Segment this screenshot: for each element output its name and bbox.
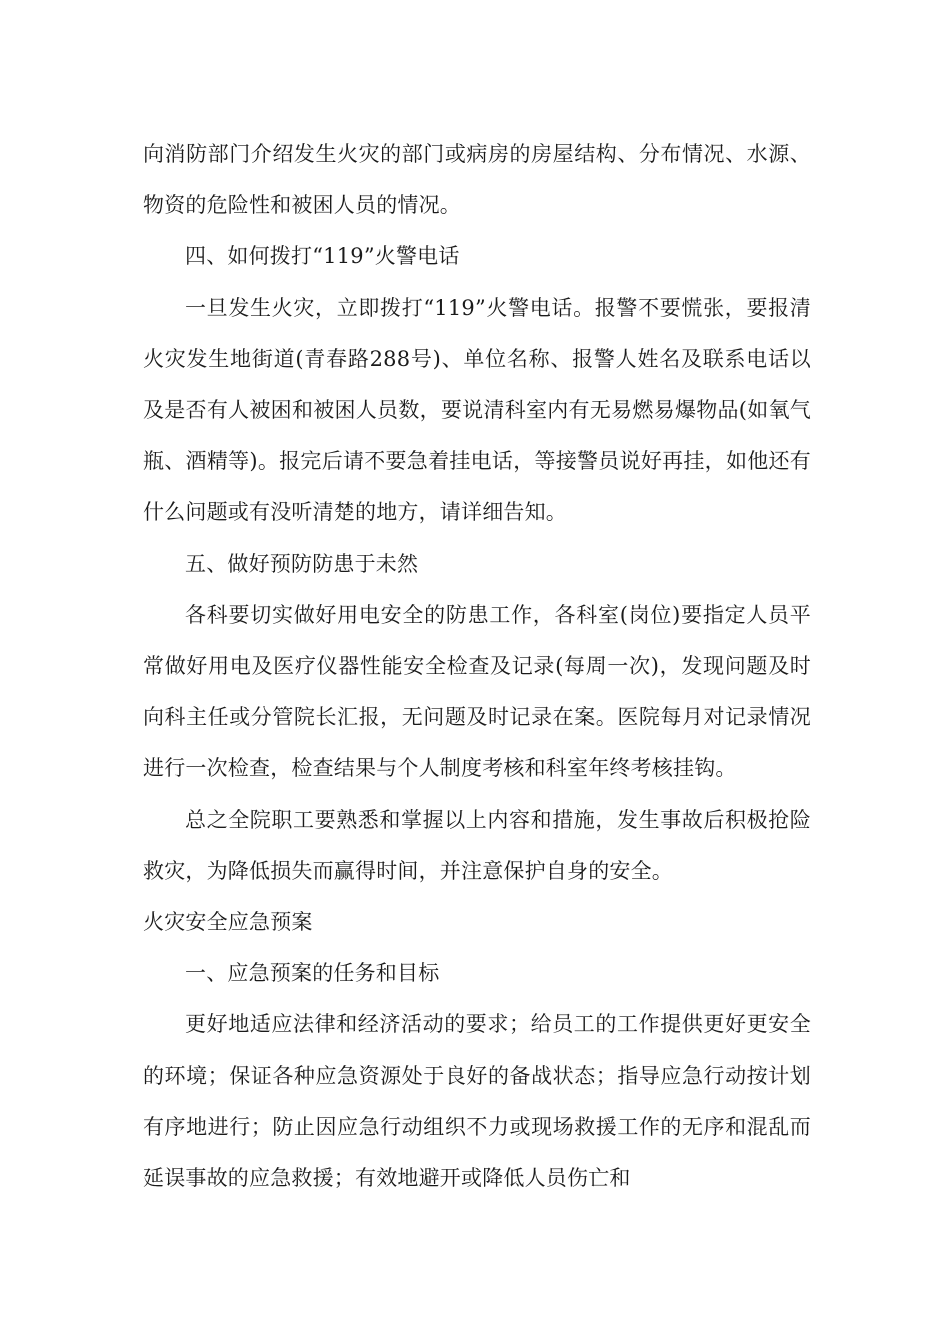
section-heading-1: 一、应急预案的任务和目标 — [185, 961, 440, 986]
paragraph-fire-call: 一旦发生火灾，立即拨打“119”火警电话。报警不要慌张，要报清火灾发生地街道(青春路288号)、单位名称、报警人姓名及联系电话以及是否有人被困和被困人员数，要说清科室内有无易燃易爆物品(如氧气瓶、酒精等)。报完后请不要急着挂电话，等接警员说好再挂，如他还有什么问题或有没听清楚的地方，请详细告知。 — [143, 295, 811, 525]
paragraph-prevention: 各科要切实做好用电安全的防患工作，各科室(岗位)要指定人员平常做好用电及医疗仪器性能安全检查及记录(每周一次)，发现问题及时向科主任或分管院长汇报，无问题及时记录在案。医院每月对记录情况进行一次检查，检查结果与个人制度考核和科室年终考核挂钩。 — [143, 602, 811, 781]
document-title: 火灾安全应急预案 — [143, 910, 313, 935]
document-body — [143, 129, 811, 1204]
section-heading-4: 四、如何拨打“119”火警电话 — [185, 244, 460, 269]
paragraph-continuation: 向消防部门介绍发生火灾的部门或病房的房屋结构、分布情况、水源、物资的危险性和被困人员的情况。 — [143, 142, 811, 218]
paragraph-goals: 更好地适应法律和经济活动的要求；给员工的工作提供更好更安全的环境；保证各种应急资源处于良好的备战状态；指导应急行动按计划有序地进行；防止因应急行动组织不力或现场救援工作的无序和混乱而延误事故的应急救援；有效地避开或降低人员伤亡和 — [143, 1012, 811, 1191]
paragraph-summary: 总之全院职工要熟悉和掌握以上内容和措施，发生事故后积极抢险救灾，为降低损失而赢得时间，并注意保护自身的安全。 — [143, 807, 811, 883]
section-heading-5: 五、做好预防防患于未然 — [185, 551, 419, 576]
